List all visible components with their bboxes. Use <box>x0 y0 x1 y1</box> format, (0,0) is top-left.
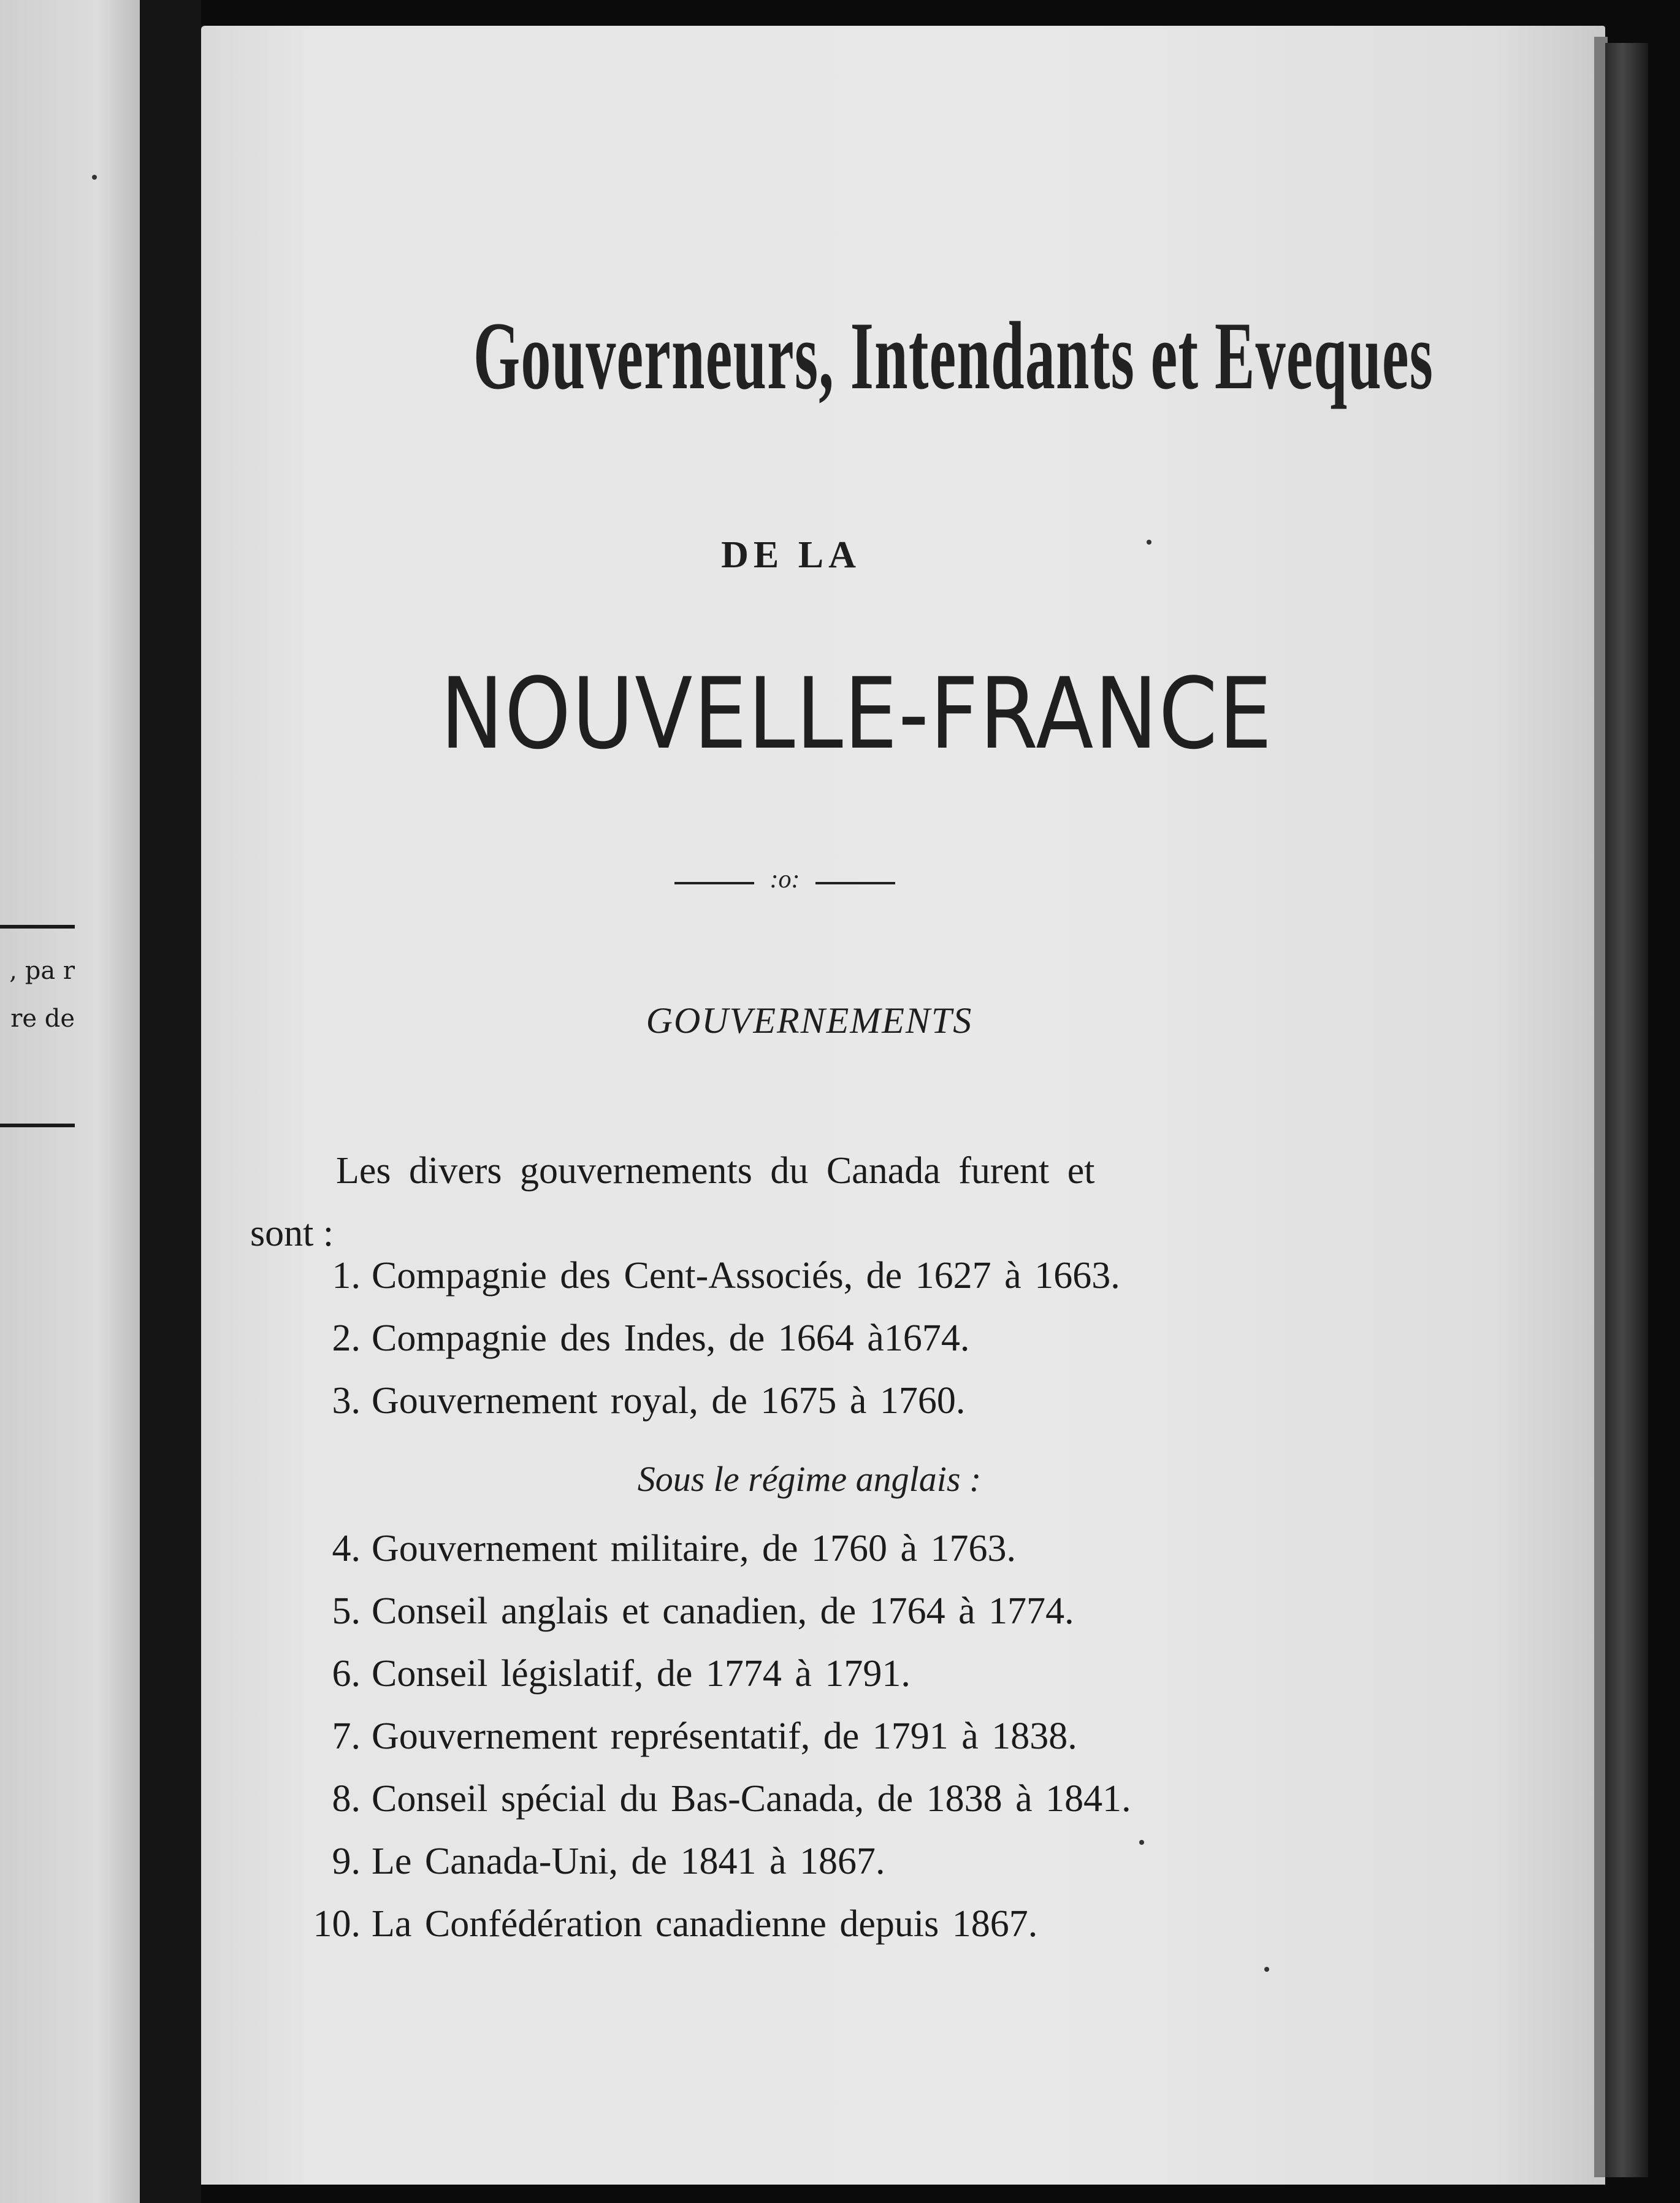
list-item-number: 6. <box>332 1653 361 1695</box>
left-page-fragment-1: , pa r <box>9 957 75 985</box>
list-item-number: 2. <box>332 1317 361 1359</box>
list-item-number: 5. <box>332 1590 361 1632</box>
list-subheading: Sous le régime anglais : <box>637 1459 982 1499</box>
section-heading: GOUVERNEMENTS <box>646 1000 973 1041</box>
list-item-text: Compagnie des Cent-Associés, de 1627 à 1663. <box>372 1255 1120 1297</box>
list-item <box>307 1715 1077 1758</box>
page-speck <box>1264 1967 1269 1972</box>
page-speck <box>1147 540 1151 545</box>
ornament-glyph: :o: <box>769 865 800 894</box>
list-item <box>307 1902 1037 1946</box>
left-page-rule-top <box>0 925 75 929</box>
list-item <box>307 1527 1016 1571</box>
title-main: NOUVELLE-FRANCE <box>440 656 1273 771</box>
list-item-text: Gouvernement royal, de 1675 à 1760. <box>372 1380 966 1422</box>
page-speck <box>1139 1840 1144 1845</box>
list-item-number: 4. <box>332 1528 361 1569</box>
list-item-text: Conseil anglais et canadien, de 1764 à 1774. <box>372 1590 1074 1632</box>
list-item-number: 9. <box>332 1841 361 1882</box>
list-item-text: Le Canada-Uni, de 1841 à 1867. <box>372 1841 885 1882</box>
list-item-text: Gouvernement représentatif, de 1791 à 1838. <box>372 1715 1077 1757</box>
list-item <box>307 1652 911 1696</box>
list-item <box>307 1254 1120 1298</box>
intro-line-1: Les divers gouvernements du Canada furent et <box>336 1150 1095 1192</box>
list-item <box>307 1590 1074 1633</box>
list-item-number: 8. <box>332 1778 361 1820</box>
page-title: Gouverneurs, Intendants et Eveques <box>473 302 1434 410</box>
list-item-text: Compagnie des Indes, de 1664 à1674. <box>372 1317 970 1359</box>
list-item-text: Conseil spécial du Bas-Canada, de 1838 à 1841. <box>372 1778 1131 1820</box>
list-item <box>307 1317 969 1360</box>
list-item-number: 1. <box>332 1255 361 1297</box>
title-connector: DE LA <box>721 534 861 576</box>
list-item-text: La Confédération canadienne depuis 1867. <box>372 1903 1038 1945</box>
list-item <box>307 1840 885 1883</box>
ornament-line-left <box>674 882 754 884</box>
intro-line-2: sont : <box>250 1213 334 1254</box>
left-page-fragment-2: re de <box>10 1005 75 1033</box>
list-item-number: 10. <box>313 1903 361 1945</box>
book-spine-shadow <box>140 0 201 2203</box>
list-item-text: Gouvernement militaire, de 1760 à 1763. <box>372 1528 1017 1569</box>
list-item <box>307 1777 1131 1821</box>
left-page-speck <box>92 175 97 180</box>
left-page-rule-bottom <box>0 1124 75 1127</box>
book-cover-edge <box>1605 43 1648 2177</box>
ornament-line-right <box>815 882 895 884</box>
list-item <box>307 1379 965 1423</box>
list-item-text: Conseil législatif, de 1774 à 1791. <box>372 1653 911 1695</box>
intro-paragraph <box>250 1140 1329 1265</box>
ornament-divider <box>674 865 895 902</box>
list-item-number: 7. <box>332 1715 361 1757</box>
left-facing-page <box>0 0 140 2203</box>
list-item-number: 3. <box>332 1380 361 1422</box>
